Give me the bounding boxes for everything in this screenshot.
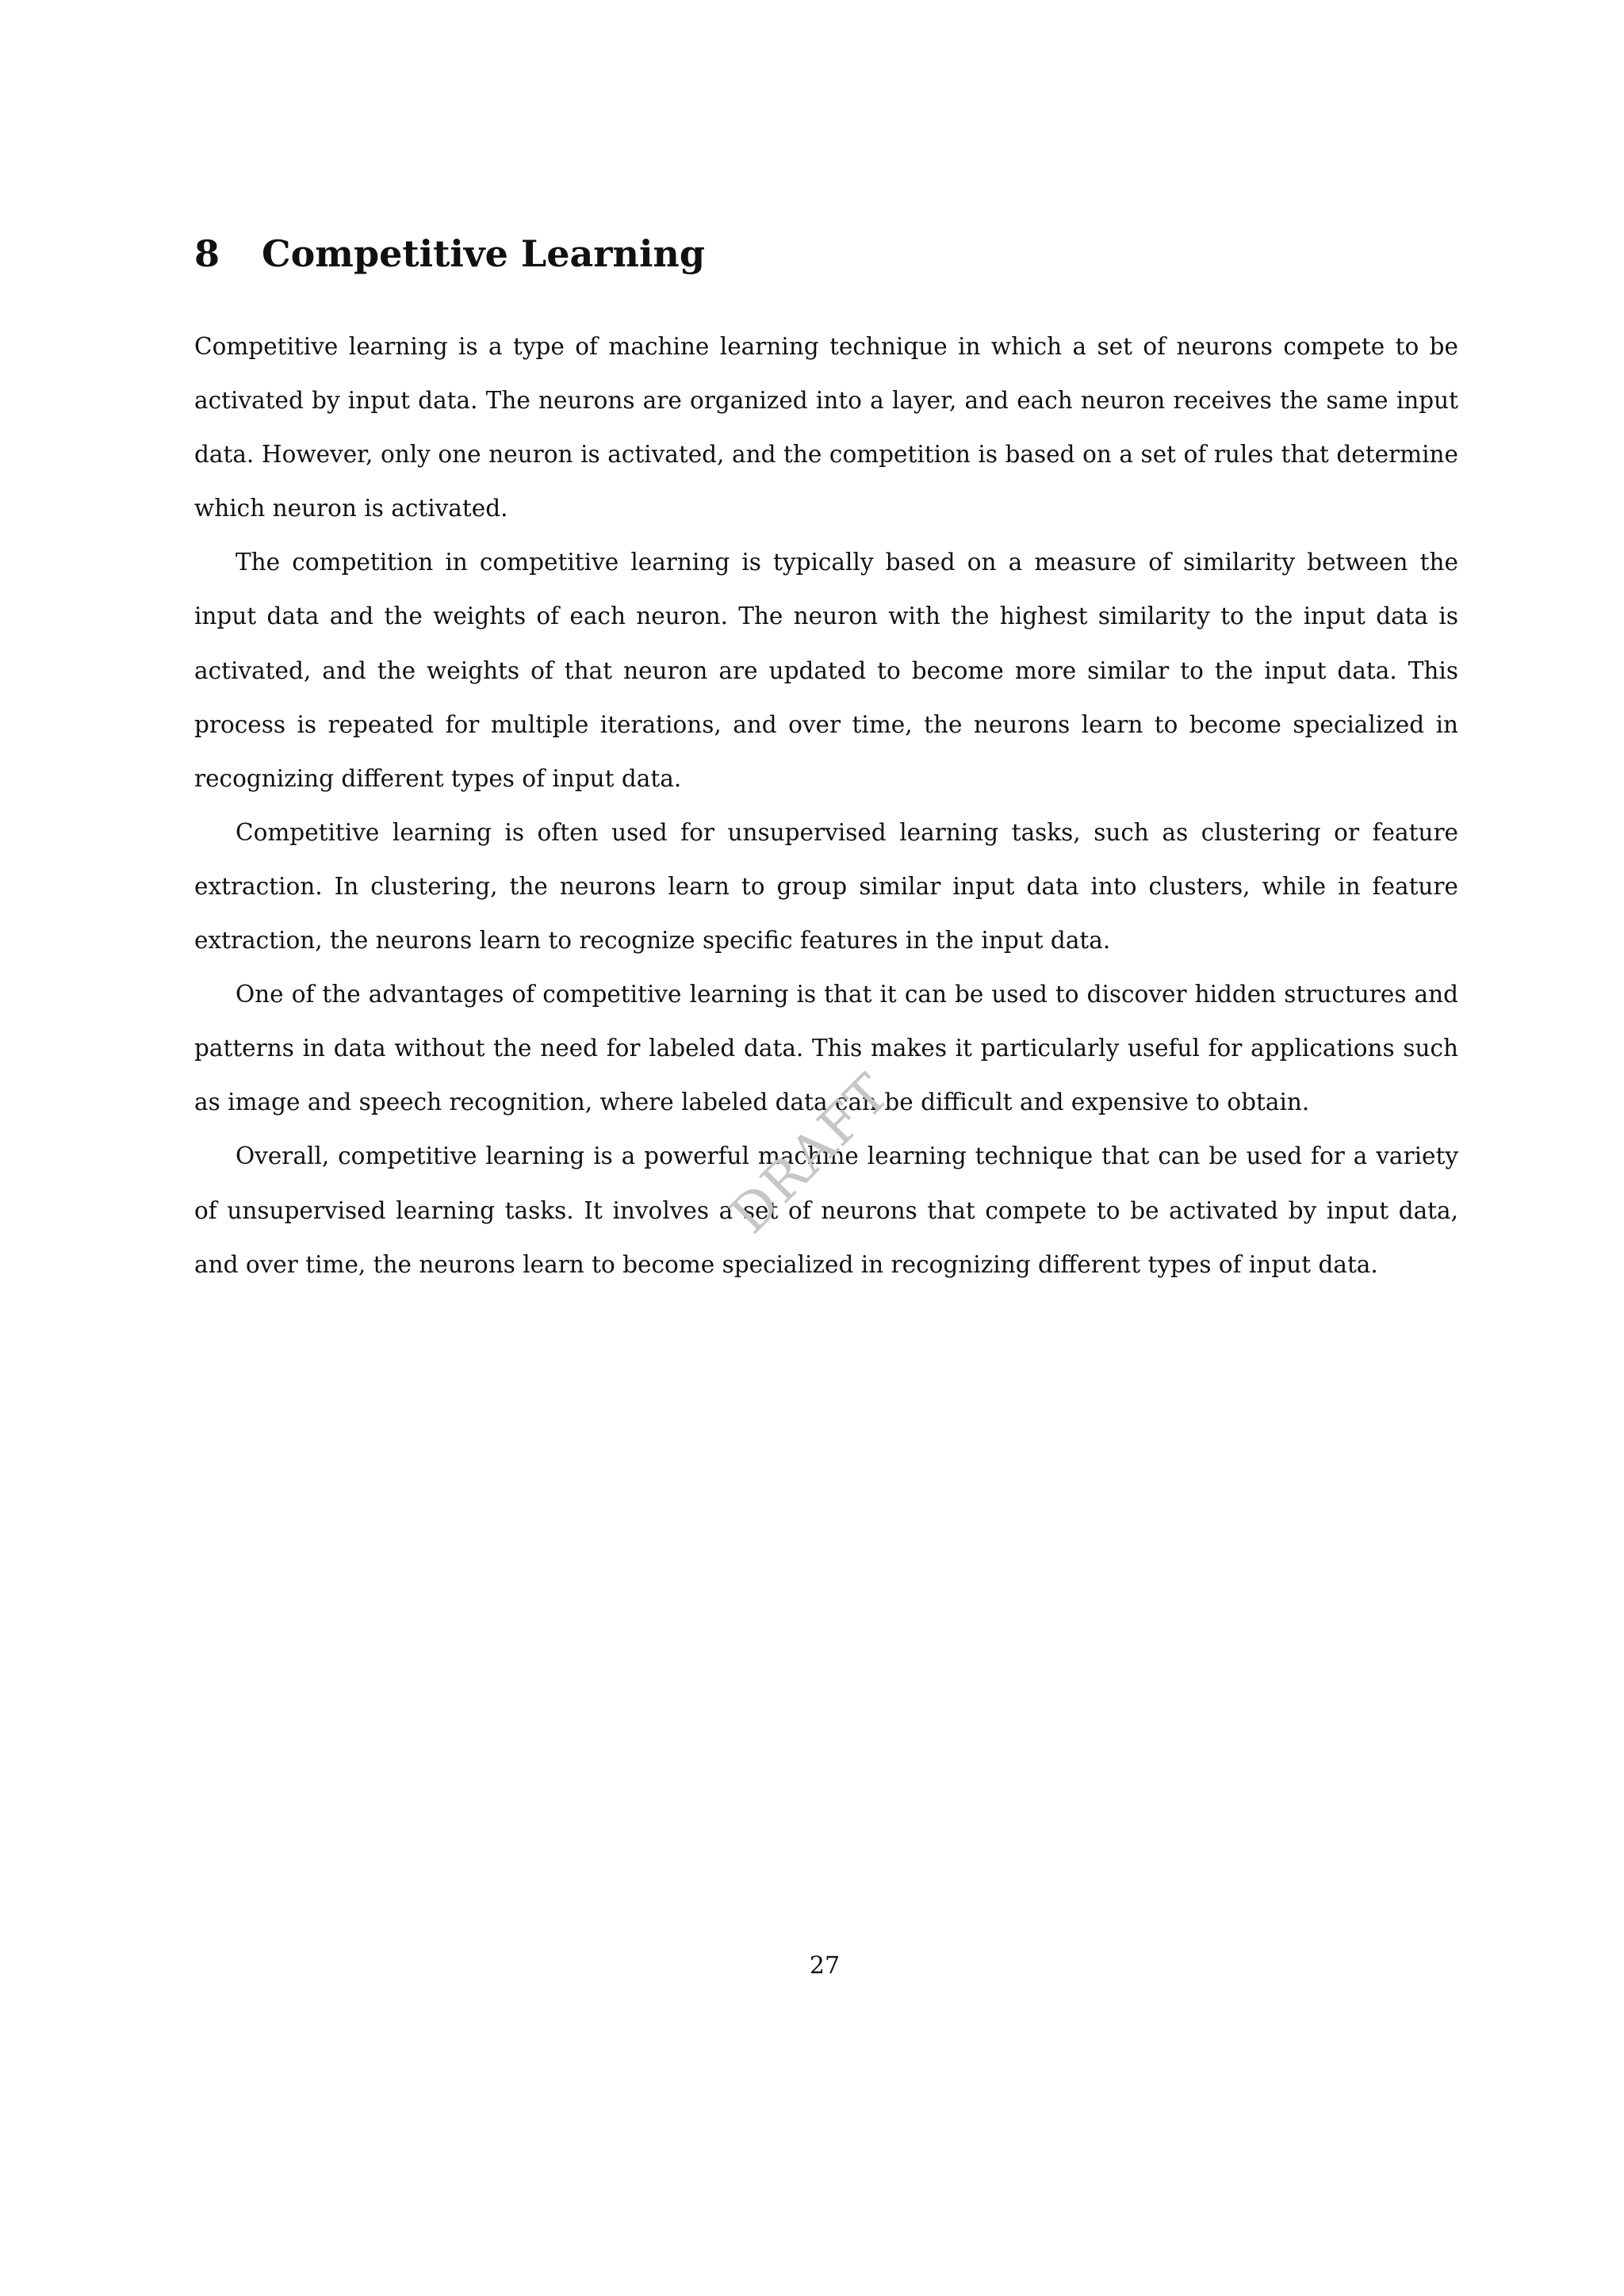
paragraph: The competition in competitive learning is typically based on a measure of similarity between the input data and the weights of each neuron. The neuron with the highest similarity to the input data is activated, and the weights of that neuron are updated to become more similar to the input data. This process is repeated for multiple iterations, and over time, the neurons learn to become specialized in recognizing different types of input data. (194, 549, 1458, 792)
paragraph: Competitive learning is often used for unsupervised learning tasks, such as clustering or feature extraction. In clustering, the neurons learn to group similar input data into clusters, while in feature extraction, the neurons learn to recognize specific features in the input data. (194, 818, 1458, 955)
paragraph: Competitive learning is a type of machine learning technique in which a set of neurons compete to be activated by input data. The neurons are organized into a layer, and each neuron receives the same input data. However, only one neuron is activated, and the competition is based on a set of rules that determine which neuron is activated. (194, 333, 1458, 522)
paragraph: One of the advantages of competitive learning is that it can be used to discover hidden structures and patterns in data without the need for labeled data. This makes it particularly useful for applications such as image and speech recognition, where labeled data can be difficult and expensive to obtain. (194, 981, 1458, 1116)
section-title: Competitive Learning (262, 232, 706, 275)
page-number: 27 (809, 1952, 841, 1980)
body-text (194, 320, 1458, 1292)
draft-watermark: DRAFT (718, 1062, 902, 1246)
paragraph: Overall, competitive learning is a powerful machine learning technique that can be used for a variety of unsupervised learning tasks. It involves a set of neurons that compete to be activated by input data, and over time, the neurons learn to become specialized in recognizing different types of input data. (194, 1142, 1458, 1278)
section-heading (194, 230, 705, 277)
section-number: 8 (194, 232, 220, 275)
